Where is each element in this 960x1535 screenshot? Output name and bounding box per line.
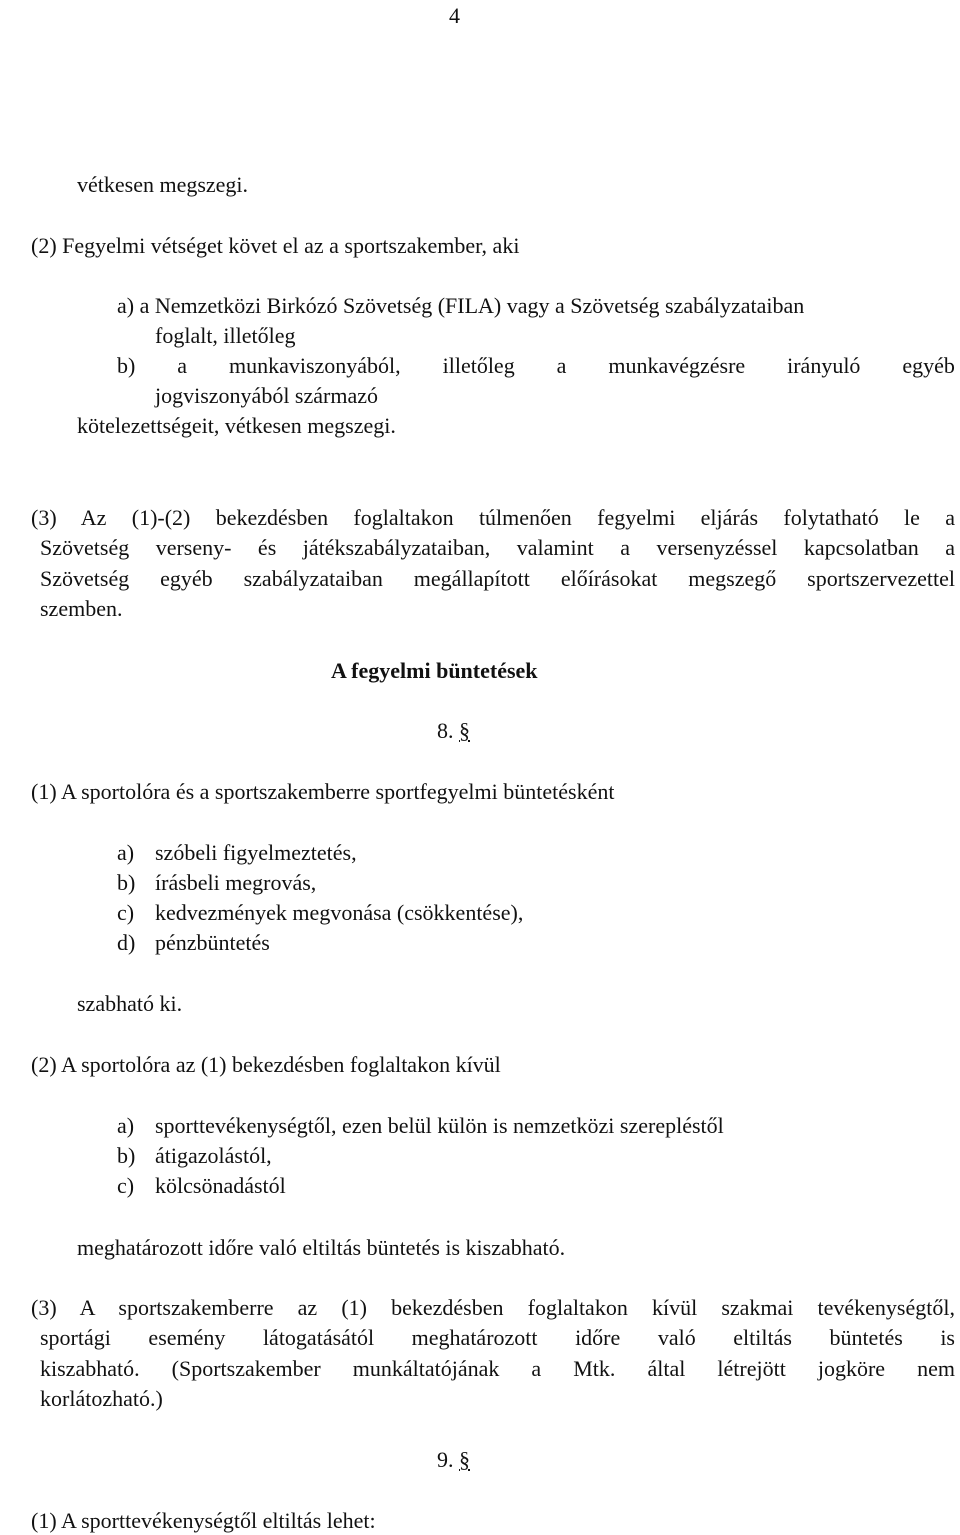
word: illetőleg	[442, 353, 515, 378]
s8-paragraph-1-closing: szabható ki.	[77, 991, 183, 1016]
paragraph-2-item-b-line1	[117, 353, 955, 379]
list-item-text: átigazolástól,	[155, 1143, 272, 1168]
list-item	[117, 1143, 272, 1169]
paragraph-3-line1: (3) Az (1)-(2) bekezdésben foglaltakon túlmenően fegyelmi eljárás folytatható le a	[31, 505, 955, 530]
s8-paragraph-3-line2: sportági esemény látogatásától meghatározott időre való eltiltás büntetés is	[40, 1325, 955, 1350]
list-item-text: kölcsönadástól	[155, 1173, 286, 1198]
list-item-letter: b)	[117, 870, 136, 895]
list-item-text: kedvezmények megvonása (csökkentése),	[155, 900, 524, 925]
section-8-marker	[437, 718, 470, 744]
list-item-letter: c)	[117, 900, 135, 925]
paragraph-3-line3: Szövetség egyéb szabályzataiban megállapított előírásokat megszegő sportszervezettel	[40, 566, 955, 591]
section-heading: A fegyelmi büntetések	[331, 658, 538, 683]
paragraph-3-line4: szemben.	[40, 596, 123, 621]
list-item-letter: c)	[117, 1173, 135, 1198]
s8-paragraph-1-intro: (1) A sportolóra és a sportszakemberre sportfegyelmi büntetésként	[31, 779, 615, 804]
list-item-letter: a)	[117, 840, 135, 865]
word: a	[556, 353, 567, 378]
list-item	[117, 900, 523, 926]
list-item-letter: d)	[117, 930, 136, 955]
page-number: 4	[449, 3, 460, 28]
list-item-text: pénzbüntetés	[155, 930, 270, 955]
word: egyéb	[902, 353, 955, 378]
list-item	[117, 870, 316, 896]
s8-paragraph-2-closing: meghatározott időre való eltiltás büntetés is kiszabható.	[77, 1235, 566, 1260]
list-item	[117, 930, 270, 956]
paragraph-3-line2: Szövetség verseny- és játékszabályzataiban, valamint a versenyzéssel kapcsolatban a	[40, 535, 955, 560]
section-9-marker	[437, 1447, 470, 1473]
paragraph-2-intro: (2) Fegyelmi vétséget követ el az a sportszakember, aki	[31, 233, 520, 258]
paragraph-continuation: vétkesen megszegi.	[77, 172, 249, 197]
word: b)	[117, 353, 136, 378]
paragraph-2-item-a-line2: foglalt, illetőleg	[155, 323, 296, 348]
list-item-text: írásbeli megrovás,	[155, 870, 317, 895]
word: irányuló	[787, 353, 861, 378]
paragraph-2-item-b-line2: jogviszonyából származó	[155, 383, 378, 408]
section-number: 9.	[437, 1447, 454, 1472]
list-item-text: szóbeli figyelmeztetés,	[155, 840, 357, 865]
list-item	[117, 1113, 724, 1139]
list-item-letter: b)	[117, 1143, 136, 1168]
section-symbol: §	[459, 1447, 470, 1472]
list-item	[117, 840, 357, 866]
s8-paragraph-2-intro: (2) A sportolóra az (1) bekezdésben foglaltakon kívül	[31, 1052, 501, 1077]
list-item-text: sporttevékenységtől, ezen belül külön is nemzetközi szerepléstől	[155, 1113, 724, 1138]
word: a	[177, 353, 188, 378]
section-number: 8.	[437, 718, 454, 743]
s9-paragraph-1-intro: (1) A sporttevékenységtől eltiltás lehet:	[31, 1508, 376, 1533]
s8-paragraph-3-line3: kiszabható. (Sportszakember munkáltatójának a Mtk. által létrejött jogköre nem	[40, 1356, 955, 1381]
section-symbol: §	[459, 718, 470, 743]
paragraph-2-closing: kötelezettségeit, vétkesen megszegi.	[77, 413, 396, 438]
s8-paragraph-3-line4: korlátozható.)	[40, 1386, 163, 1411]
list-item-letter: a)	[117, 1113, 135, 1138]
paragraph-2-item-a-line1: a) a Nemzetközi Birkózó Szövetség (FILA) vagy a Szövetség szabályzataiban	[117, 293, 805, 318]
word: munkavégzésre	[608, 353, 746, 378]
list-item	[117, 1173, 286, 1199]
word: munkaviszonyából,	[228, 353, 401, 378]
s8-paragraph-3-line1: (3) A sportszakemberre az (1) bekezdésben foglaltakon kívül szakmai tevékenységtől,	[31, 1295, 955, 1320]
